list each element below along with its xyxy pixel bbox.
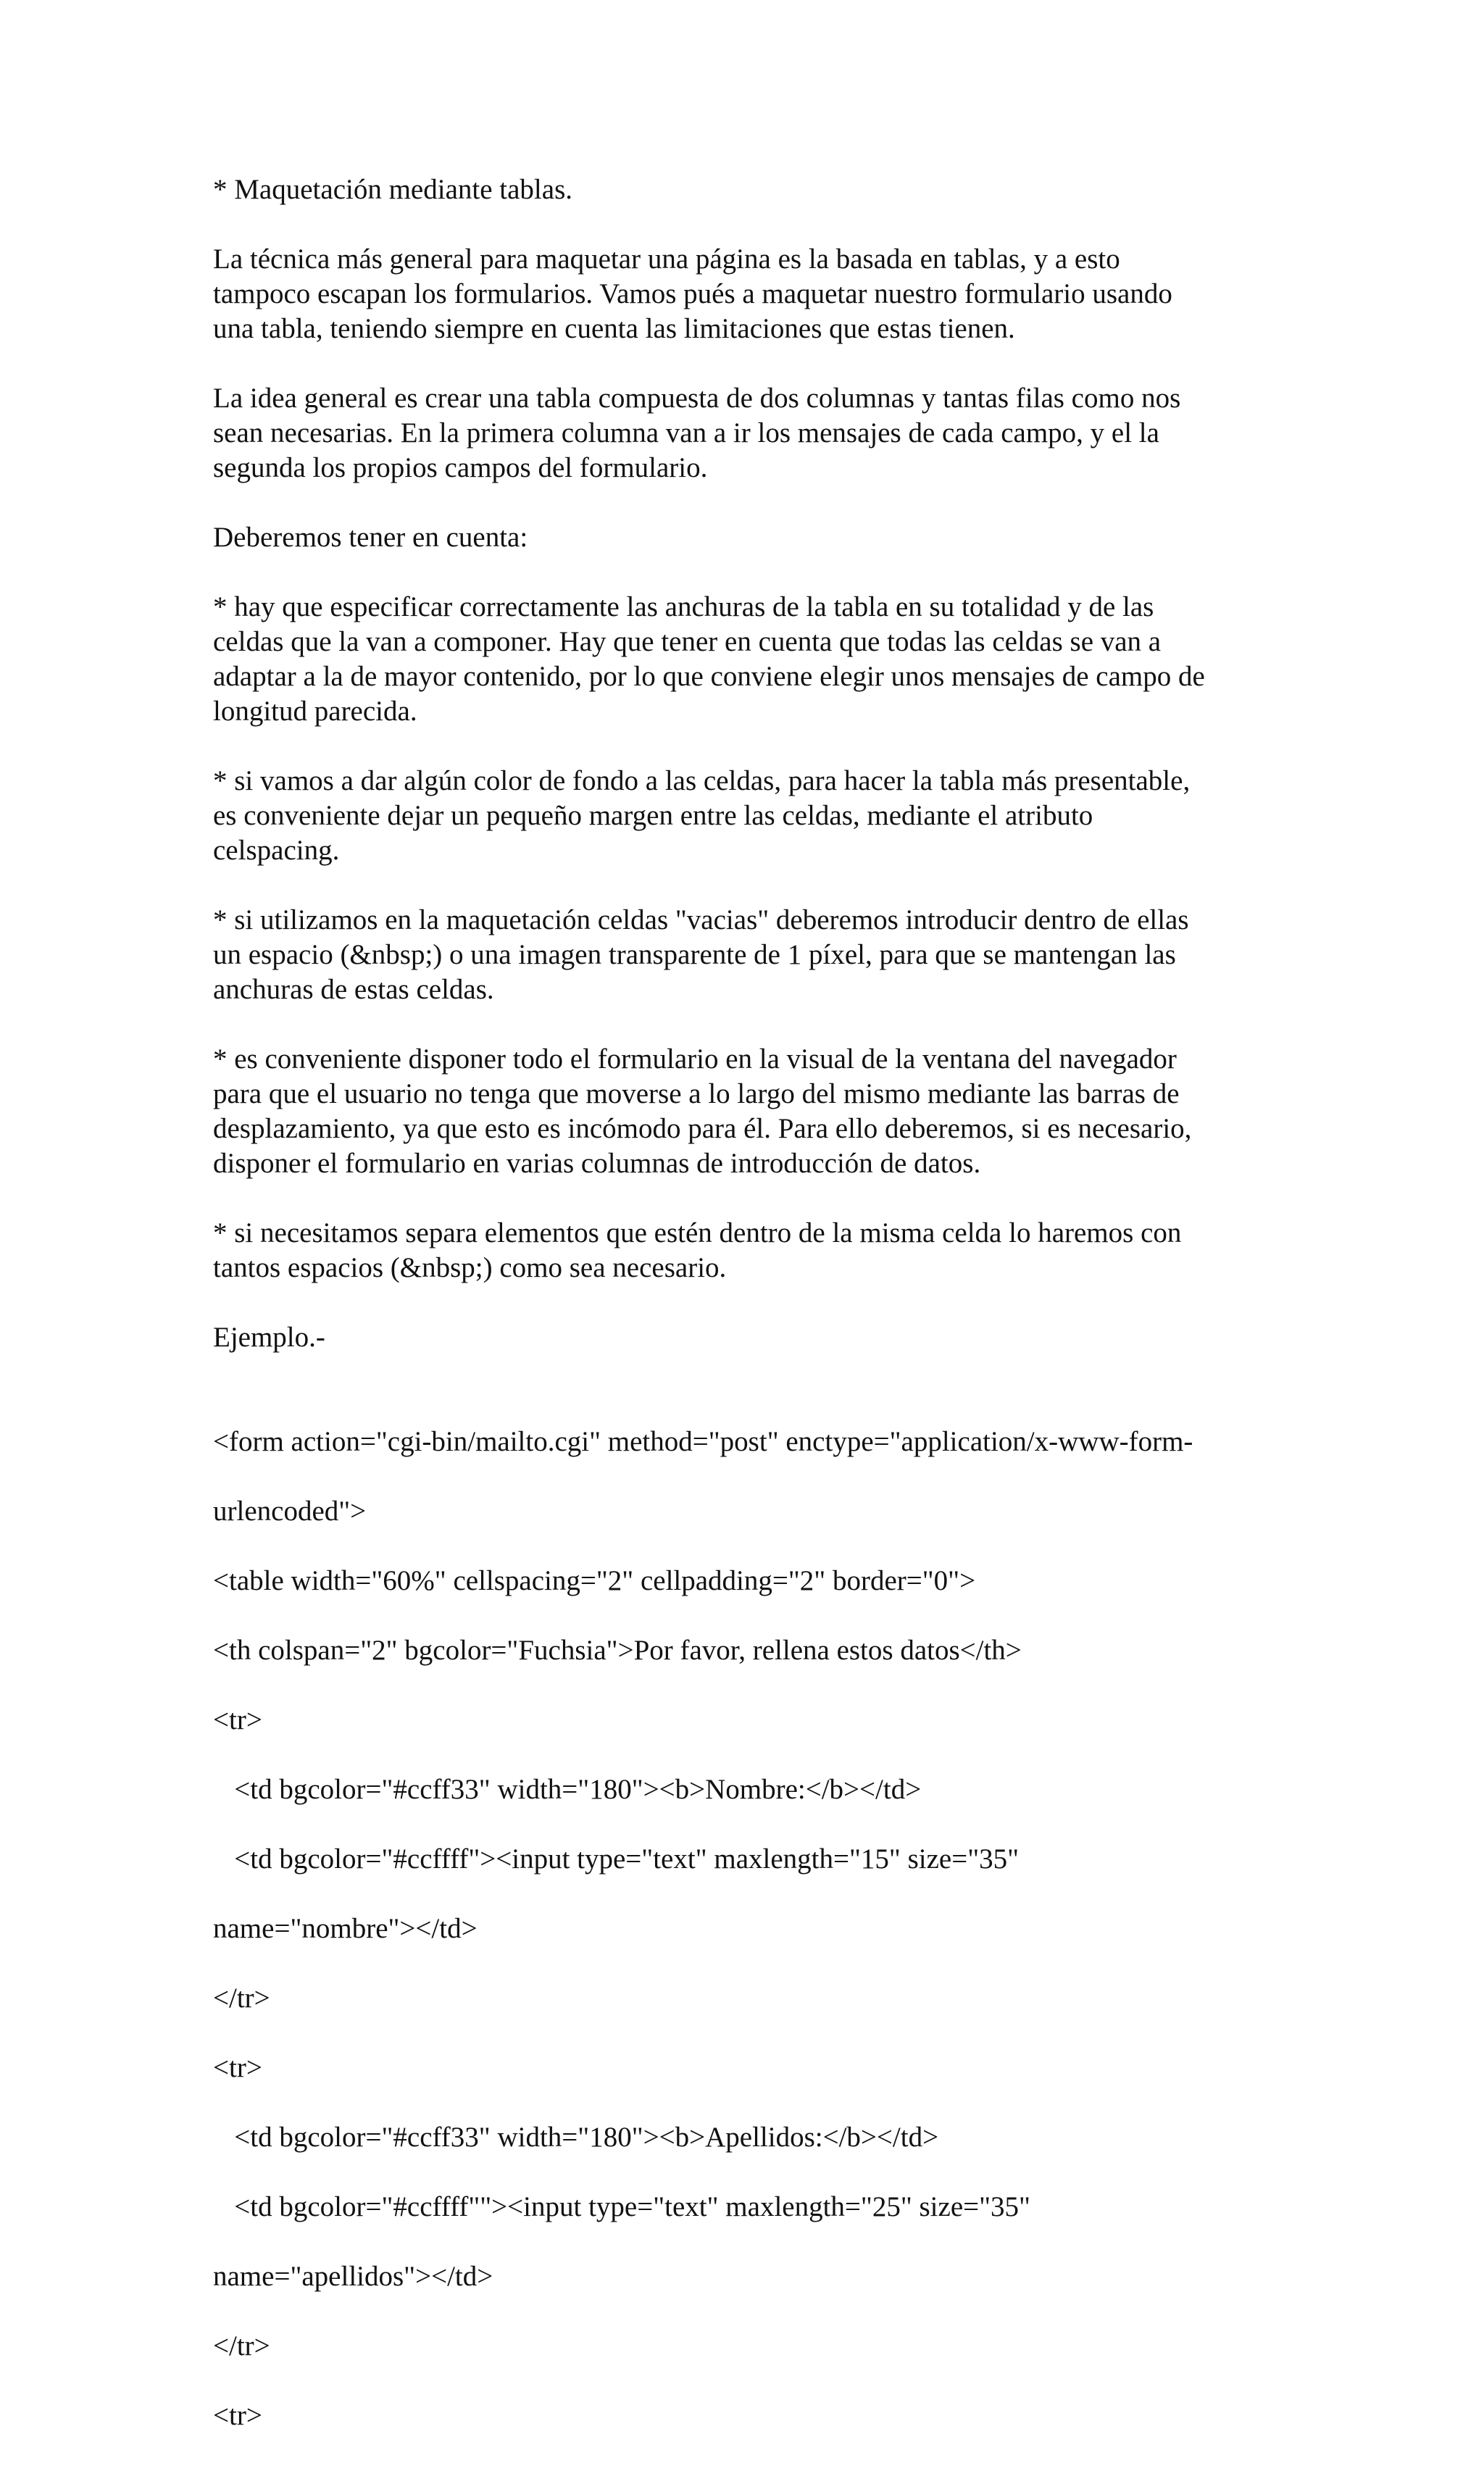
spacer	[213, 1355, 1300, 1390]
code-line: <tr>	[213, 2052, 262, 2083]
code-line: name="apellidos"></td>	[213, 2261, 493, 2292]
code-line: name="nombre"></td>	[213, 1913, 478, 1944]
code-line: <tr>	[213, 1704, 262, 1735]
bullet-visible-form: * es conveniente disponer todo el formulario en la visual de la ventana del navegador para que el usuario no tenga que moverse a lo largo del mismo mediante las barras de desplazamiento, ya que esto es incómodo para él. Para ello deberemos, si es necesario, disponer el formulario en varias columnas de introducción de datos.	[213, 1043, 1192, 1179]
code-line: <tr>	[213, 2400, 262, 2431]
spacer	[213, 729, 1300, 764]
code-line: <table width="60%" cellspacing="2" cellpadding="2" border="0">	[213, 1565, 976, 1596]
spacer	[213, 346, 1300, 381]
spacer	[213, 555, 1300, 590]
example-label: Ejemplo.-	[213, 1322, 325, 1353]
spacer	[213, 1181, 1300, 1216]
code-line: <td bgcolor="#ccff33" width="180"><b>Apellidos:</b></td>	[213, 2122, 939, 2153]
code-line: <th colspan="2" bgcolor="Fuchsia">Por favor, rellena estos datos</th>	[213, 1635, 1022, 1666]
spacer	[213, 207, 1300, 242]
code-line: </tr>	[213, 2330, 270, 2361]
bullet-empty-cells: * si utilizamos en la maquetación celdas "vacias" deberemos introducir dentro de ellas un espacio (&nbsp;) o una imagen transparente de 1 píxel, para que se mantengan las anchuras de estas celdas.	[213, 904, 1189, 1005]
section-heading: * Maquetación mediante tablas.	[213, 174, 572, 205]
bullet-cellspacing: * si vamos a dar algún color de fondo a las celdas, para hacer la tabla más presentable, es conveniente dejar un pequeño margen entre las celdas, mediante el atributo celspacing.	[213, 765, 1191, 866]
code-line: </tr>	[213, 1983, 270, 2014]
intro-paragraph: La técnica más general para maquetar una página es la basada en tablas, y a esto tampoco escapan los formularios. Vamos pués a maquetar nuestro formulario usando una tabla, teniendo siempre en cuenta las limitaciones que estas tienen.	[213, 243, 1172, 344]
spacer	[213, 868, 1300, 903]
spacer	[213, 1007, 1300, 1042]
code-line: <td bgcolor="#ccff33" width="180"><b>Nombre:</b></td>	[213, 1774, 922, 1805]
spacer	[213, 1285, 1300, 1320]
idea-paragraph: La idea general es crear una tabla compuesta de dos columnas y tantas filas como nos sean necesarias. En la primera columna van a ir los mensajes de cada campo, y el la segunda los propios campos del formulario.	[213, 383, 1181, 483]
considerations-label: Deberemos tener en cuenta:	[213, 522, 528, 553]
code-line: <form action="cgi-bin/mailto.cgi" method="post" enctype="application/x-www-form-	[213, 1426, 1193, 1457]
code-line: <td bgcolor="#ccffff""><input type="text" maxlength="25" size="35"	[213, 2191, 1030, 2222]
bullet-widths: * hay que especificar correctamente las anchuras de la tabla en su totalidad y de las celdas que la van a componer. Hay que tener en cuenta que todas las celdas se van a adaptar a la de mayor contenido, por lo que conviene elegir unos mensajes de campo de longitud parecida.	[213, 591, 1205, 727]
spacer	[213, 485, 1300, 520]
document-page	[213, 172, 1300, 2468]
code-example	[213, 1390, 1300, 2468]
code-line: <td bgcolor="#ccffff"><input type="text" maxlength="15" size="35"	[213, 1843, 1020, 1875]
code-line: urlencoded">	[213, 1496, 367, 1527]
bullet-nbsp-spacing: * si necesitamos separa elementos que estén dentro de la misma celda lo haremos con tantos espacios (&nbsp;) como sea necesario.	[213, 1217, 1182, 1283]
